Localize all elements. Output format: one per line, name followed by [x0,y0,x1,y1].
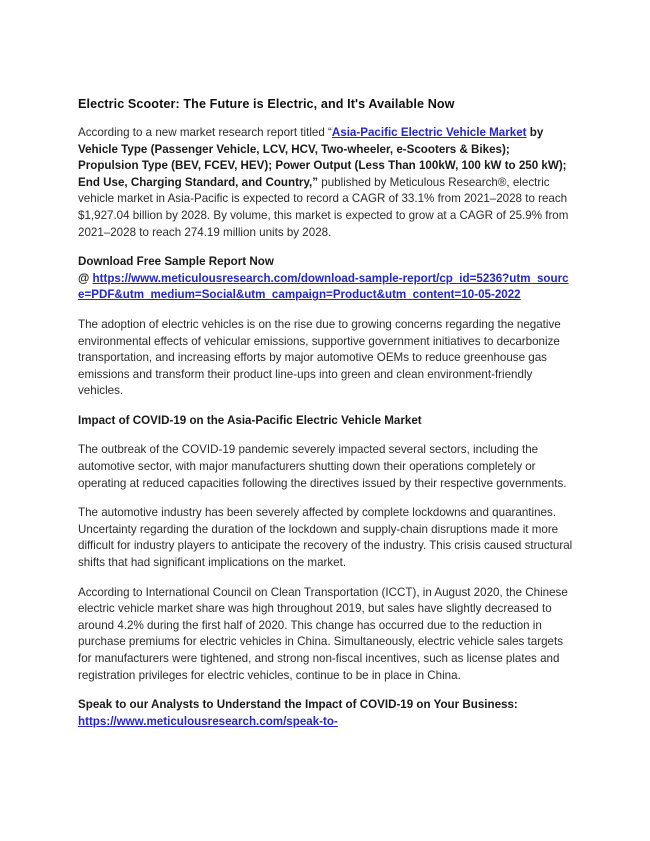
intro-paragraph [78,125,573,241]
asia-pacific-ev-market-link[interactable]: Asia-Pacific Electric Vehicle Market [331,126,527,139]
intro-lead-text: According to a new market research report titled “ [78,126,332,139]
at-symbol: @ [78,271,93,285]
paragraph-ev-adoption: The adoption of electric vehicles is on the rise due to growing concerns regarding the negative environmental effects of vehicular emissions, supportive government initiatives to decarbonize transportation, and increasing efforts by major automotive OEMs to reduce greenhouse gas emissions and transform their product line-ups into green and clean environment-friendly vehicles. [78,317,561,398]
covid-impact-heading: Impact of COVID-19 on the Asia-Pacific Electric Vehicle Market [78,413,422,427]
intro-body-text: published by Meticulous Research®, electric vehicle market in Asia-Pacific is expected to record a CAGR of 33.1% from 2021–2028 to reach $1,927.04 billion by 2028. By volume, this market is expected to grow at a CAGR of 25.9% from 2021–2028 to reach 274.19 million units by 2028. [78,175,569,239]
page-title: Electric Scooter: The Future is Electric, and It's Available Now [78,97,455,111]
paragraph-automotive-industry: The automotive industry has been severely affected by complete lockdowns and quarantines. Uncertainty regarding the duration of the lockdown and supply-chain disruptions made it more difficult for industry players to anticipate the recovery of the industry. This crisis caused structural shifts that had significant implications on the market. [78,506,573,569]
download-cta-heading: Download Free Sample Report Now [78,255,274,269]
speak-cta-text: Speak to our Analysts to Understand the Impact of COVID-19 on Your Business: [78,698,518,712]
speak-to-analysts-link[interactable]: https://www.meticulousresearch.com/speak-to- [78,714,338,728]
intro-report-spec: by Vehicle Type (Passenger Vehicle, LCV, HCV, Two-wheeler, e-Scooters & Bikes); Propulsion Type (BEV, FCEV, HEV); Power Output (Less Than 100kW, 100 kW to 250 kW); End Use, Charging Standard, and Country,” [78,126,567,189]
speak-to-analysts-cta [78,697,573,730]
document-content [78,96,573,730]
download-url-line [78,271,573,304]
paragraph-icct-china: According to International Council on Clean Transportation (ICCT), in August 2020, the Chinese electric vehicle market share was high throughout 2019, but sales have slightly decreased to around 4.2% during the first half of 2020. This change has occurred due to the reduction in purchase premiums for electric vehicles in China. Simultaneously, electric vehicle sales targets for manufacturers were tightened, and strong non-fiscal incentives, such as license plates and registration privileges for electric vehicles, continue to be in place in China. [78,585,568,682]
download-sample-report-link[interactable]: https://www.meticulousresearch.com/download-sample-report/cp_id=5236?utm_source=PDF&utm_medium=Social&utm_campaign=Product&utm_content=10-05-2022 [78,271,569,302]
download-sample-cta [78,254,573,304]
paragraph-covid-outbreak: The outbreak of the COVID-19 pandemic severely impacted several sectors, including the automotive sector, with major manufacturers shutting down their operations completely or operating at reduced capacities following the directives issued by their respective governments. [78,443,567,490]
